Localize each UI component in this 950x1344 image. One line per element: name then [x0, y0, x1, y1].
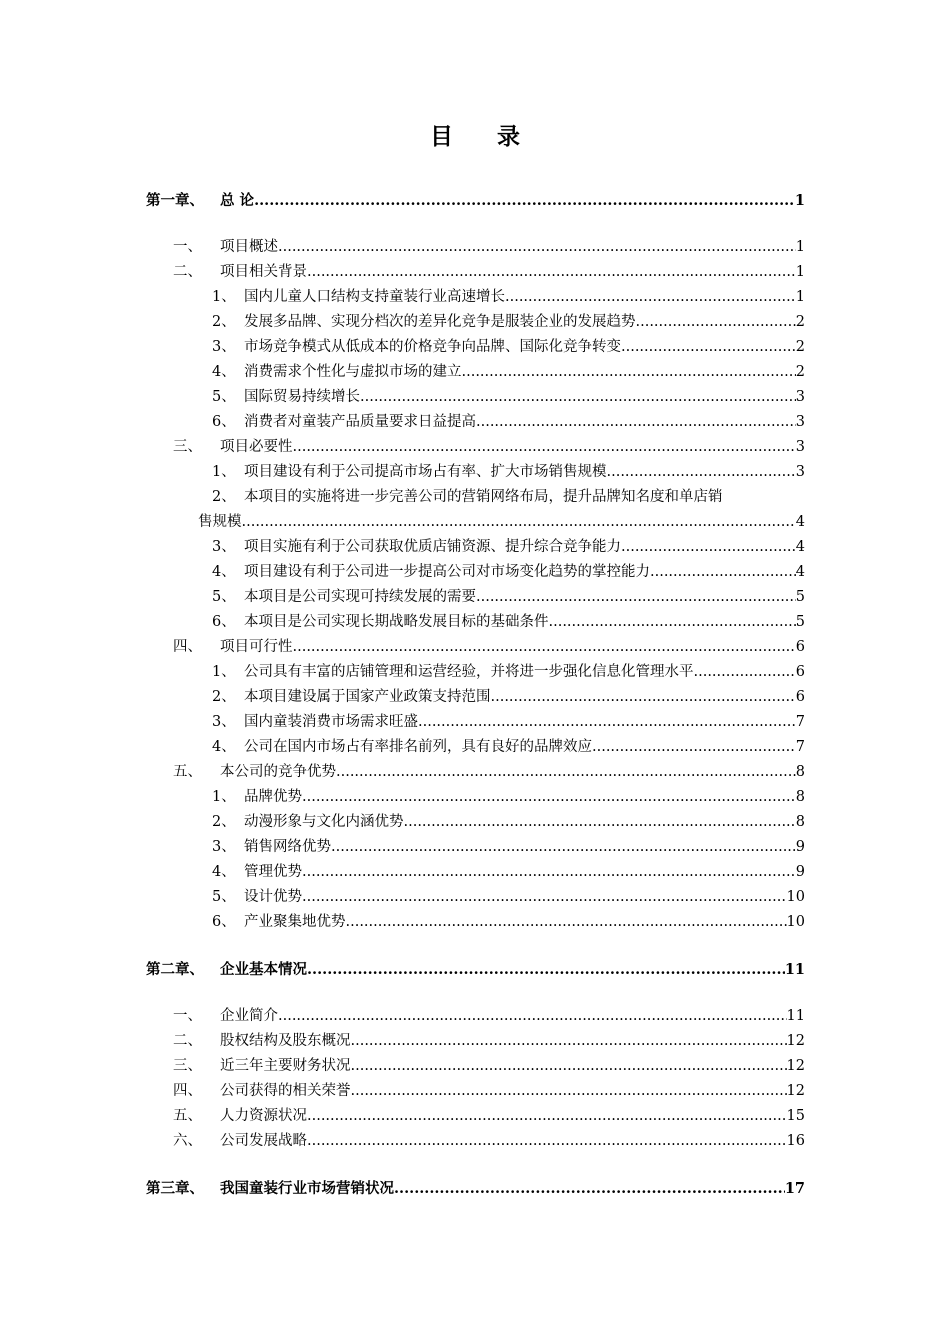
toc-entry-number: 1、 [212, 789, 236, 805]
toc-entry-page: 6 [795, 689, 805, 705]
toc-entry-text: 公司具有丰富的店铺管理和运营经验，并将进一步强化信息化管理水平 [244, 664, 694, 680]
toc-entry[interactable] [146, 810, 805, 835]
toc-leader-dots [302, 885, 787, 910]
toc-entry-page: 9 [795, 864, 805, 880]
toc-entry-number: 3、 [212, 539, 236, 555]
toc-entry-page: 3 [795, 464, 805, 480]
toc-entry-page: 3 [795, 414, 805, 430]
toc-entry-text: 品牌优势 [244, 789, 302, 805]
toc-entry-number: 5、 [212, 589, 236, 605]
toc-entry-number: 2、 [212, 489, 236, 505]
toc-entry-text: 总 论 [220, 192, 255, 209]
toc-entry-page: 12 [786, 1083, 805, 1099]
toc-entry-page: 11 [784, 961, 805, 978]
toc-entry-page: 8 [795, 814, 805, 830]
toc-entry-text: 公司获得的相关荣誉 [220, 1083, 351, 1099]
toc-entry-number: 2、 [212, 814, 236, 830]
title-char-1: 目 [430, 123, 453, 150]
toc-entry-text: 消费者对童装产品质量要求日益提高 [244, 414, 476, 430]
toc-entry-text: 人力资源状况 [220, 1108, 307, 1124]
toc-leader-dots [293, 635, 796, 660]
toc-entry-number: 五、 [173, 1108, 202, 1124]
toc-leader-dots [621, 335, 796, 360]
toc-leader-dots [278, 1004, 787, 1029]
toc-leader-dots [302, 860, 796, 885]
toc-entry-page: 5 [795, 614, 805, 630]
toc-entry[interactable] [146, 360, 805, 385]
toc-leader-dots [394, 1176, 785, 1201]
table-of-contents [146, 188, 805, 1223]
toc-entry-number: 四、 [173, 639, 202, 655]
toc-entry-number: 三、 [173, 439, 202, 455]
toc-entry-text: 动漫形象与文化内涵优势 [244, 814, 404, 830]
toc-leader-dots [307, 1129, 787, 1154]
toc-entry-number: 1、 [212, 464, 236, 480]
toc-entry-number: 第一章、 [146, 192, 204, 209]
toc-leader-dots [331, 835, 796, 860]
toc-entry-number: 二、 [173, 1033, 202, 1049]
toc-entry[interactable] [146, 535, 805, 560]
toc-entry[interactable] [146, 610, 805, 635]
toc-entry[interactable] [146, 660, 805, 685]
toc-leader-dots [302, 785, 796, 810]
toc-entry[interactable] [146, 385, 805, 410]
toc-leader-dots [418, 710, 796, 735]
toc-entry-page: 3 [795, 439, 805, 455]
toc-leader-dots [242, 510, 796, 535]
toc-leader-dots [360, 385, 796, 410]
toc-leader-dots [307, 260, 796, 285]
toc-entry-text: 企业简介 [220, 1008, 278, 1024]
toc-entry-text: 项目必要性 [220, 439, 293, 455]
toc-entry-page: 4 [795, 564, 805, 580]
toc-entry[interactable] [146, 435, 805, 460]
toc-entry-text: 国际贸易持续增长 [244, 389, 360, 405]
toc-entry-number: 6、 [212, 614, 236, 630]
toc-entry-page: 15 [786, 1108, 805, 1124]
toc-entry-text: 管理优势 [244, 864, 302, 880]
toc-entry-number: 一、 [173, 239, 202, 255]
toc-entry-text: 销售网络优势 [244, 839, 331, 855]
toc-entry-text: 市场竞争模式从低成本的价格竞争向品牌、国际化竞争转变 [244, 339, 621, 355]
toc-entry-number: 2、 [212, 689, 236, 705]
toc-entry[interactable] [146, 1004, 805, 1029]
toc-entry-text: 产业聚集地优势 [244, 914, 346, 930]
toc-entry-text: 项目可行性 [220, 639, 293, 655]
toc-entry-number: 6、 [212, 414, 236, 430]
toc-leader-dots [351, 1029, 787, 1054]
toc-leader-dots [462, 360, 796, 385]
toc-entry-number: 第二章、 [146, 961, 204, 978]
toc-entry-text: 设计优势 [244, 889, 302, 905]
toc-entry[interactable] [146, 1104, 805, 1129]
toc-entry-number: 1、 [212, 664, 236, 680]
toc-entry-number: 4、 [212, 864, 236, 880]
toc-entry-text: 公司在国内市场占有率排名前列，具有良好的品牌效应 [244, 739, 592, 755]
toc-entry-number: 3、 [212, 839, 236, 855]
toc-leader-dots [404, 810, 796, 835]
toc-entry-text: 股权结构及股东概况 [220, 1033, 351, 1049]
toc-entry[interactable] [146, 760, 805, 785]
toc-entry-page: 1 [795, 289, 805, 305]
toc-leader-dots [491, 685, 796, 710]
toc-entry[interactable] [146, 585, 805, 610]
toc-entry[interactable] [146, 635, 805, 660]
toc-entry-page: 8 [795, 764, 805, 780]
toc-entry-number: 4、 [212, 364, 236, 380]
spacer [146, 1201, 805, 1223]
page-title [0, 118, 950, 151]
toc-leader-dots [636, 310, 796, 335]
toc-entry-text: 项目实施有利于公司获取优质店铺资源、提升综合竞争能力 [244, 539, 621, 555]
toc-entry-number: 4、 [212, 739, 236, 755]
toc-leader-dots [307, 1104, 787, 1129]
toc-leader-dots [505, 285, 796, 310]
toc-entry-text: 本公司的竞争优势 [220, 764, 336, 780]
toc-entry-text: 项目建设有利于公司进一步提高公司对市场变化趋势的掌控能力 [244, 564, 650, 580]
toc-entry-text: 项目相关背景 [220, 264, 307, 280]
toc-entry-number: 5、 [212, 389, 236, 405]
toc-entry[interactable] [146, 485, 805, 535]
toc-entry-number: 第三章、 [146, 1180, 204, 1197]
toc-entry[interactable] [146, 860, 805, 885]
toc-entry-text: 我国童装行业市场营销状况 [220, 1180, 394, 1197]
toc-leader-dots [476, 410, 796, 435]
toc-leader-dots [650, 560, 796, 585]
toc-entry-page: 7 [795, 739, 805, 755]
toc-entry-number: 三、 [173, 1058, 202, 1074]
toc-leader-dots [694, 660, 796, 685]
toc-leader-dots [607, 460, 796, 485]
toc-entry[interactable] [146, 835, 805, 860]
toc-chapter-entry[interactable] [146, 188, 805, 213]
toc-entry-page: 3 [795, 389, 805, 405]
spacer [146, 982, 805, 1004]
toc-leader-dots [346, 910, 787, 935]
toc-entry-page: 1 [794, 192, 805, 209]
toc-entry-page: 16 [786, 1133, 805, 1149]
toc-entry-text: 近三年主要财务状况 [220, 1058, 351, 1074]
toc-entry[interactable] [146, 735, 805, 760]
toc-entry[interactable] [146, 460, 805, 485]
toc-entry-text: 消费需求个性化与虚拟市场的建立 [244, 364, 462, 380]
toc-chapter-entry[interactable] [146, 957, 805, 982]
toc-entry-number: 二、 [173, 264, 202, 280]
toc-leader-dots [476, 585, 796, 610]
spacer [146, 935, 805, 957]
toc-entry-number: 4、 [212, 564, 236, 580]
toc-chapter-entry[interactable] [146, 1176, 805, 1201]
toc-entry-text: 本项目是公司实现可持续发展的需要 [244, 589, 476, 605]
toc-entry-page: 1 [795, 239, 805, 255]
toc-entry-page: 2 [795, 314, 805, 330]
toc-entry-page: 10 [786, 914, 805, 930]
toc-entry[interactable] [146, 410, 805, 435]
toc-entry[interactable] [146, 1129, 805, 1154]
toc-entry[interactable] [146, 335, 805, 360]
toc-leader-dots [254, 188, 795, 213]
toc-entry-page: 4 [795, 514, 805, 530]
toc-entry-number: 3、 [212, 714, 236, 730]
toc-entry[interactable] [146, 560, 805, 585]
toc-entry-text: 公司发展战略 [220, 1133, 307, 1149]
toc-entry-number: 6、 [212, 914, 236, 930]
toc-entry[interactable] [146, 260, 805, 285]
toc-entry[interactable] [146, 785, 805, 810]
toc-entry-text: 本项目是公司实现长期战略发展目标的基础条件 [244, 614, 549, 630]
toc-entry[interactable] [146, 1029, 805, 1054]
toc-leader-dots [549, 610, 796, 635]
toc-entry-page: 11 [786, 1008, 805, 1024]
toc-leader-dots [621, 535, 796, 560]
toc-entry[interactable] [146, 710, 805, 735]
toc-entry-number: 四、 [173, 1083, 202, 1099]
toc-entry-text: 发展多品牌、实现分档次的差异化竞争是服装企业的发展趋势 [244, 314, 636, 330]
toc-entry-page: 7 [795, 714, 805, 730]
toc-entry-page: 10 [786, 889, 805, 905]
toc-entry[interactable] [146, 1054, 805, 1079]
toc-entry-text: 国内童装消费市场需求旺盛 [244, 714, 418, 730]
toc-entry-page: 12 [786, 1058, 805, 1074]
toc-entry-page: 2 [795, 364, 805, 380]
title-char-2: 录 [497, 123, 520, 150]
toc-entry-number: 六、 [173, 1133, 202, 1149]
toc-entry[interactable] [146, 285, 805, 310]
toc-entry-text: 国内儿童人口结构支持童装行业高速增长 [244, 289, 505, 305]
toc-entry[interactable] [146, 1079, 805, 1104]
toc-entry-page: 9 [795, 839, 805, 855]
toc-entry-number: 2、 [212, 314, 236, 330]
toc-entry[interactable] [146, 885, 805, 910]
spacer [146, 213, 805, 235]
spacer [146, 1154, 805, 1176]
toc-entry-number: 3、 [212, 339, 236, 355]
toc-entry-text: 本项目建设属于国家产业政策支持范围 [244, 689, 491, 705]
toc-leader-dots [592, 735, 796, 760]
toc-leader-dots [336, 760, 796, 785]
toc-entry-page: 8 [795, 789, 805, 805]
toc-entry-page: 4 [795, 539, 805, 555]
toc-leader-dots [351, 1079, 787, 1104]
toc-entry-number: 1、 [212, 289, 236, 305]
toc-entry-text: 项目概述 [220, 239, 278, 255]
toc-entry-page: 5 [795, 589, 805, 605]
toc-entry-number: 五、 [173, 764, 202, 780]
toc-entry-text: 本项目的实施将进一步完善公司的营销网络布局，提升品牌知名度和单店销 [244, 489, 723, 505]
toc-entry-page: 6 [795, 664, 805, 680]
toc-entry[interactable] [146, 235, 805, 260]
toc-leader-dots [307, 957, 785, 982]
toc-entry-page: 17 [784, 1180, 805, 1197]
toc-entry-text: 企业基本情况 [220, 961, 307, 978]
toc-entry[interactable] [146, 310, 805, 335]
toc-entry-text-continued: 售规模 [198, 514, 242, 530]
toc-entry[interactable] [146, 910, 805, 935]
toc-entry-text: 项目建设有利于公司提高市场占有率、扩大市场销售规模 [244, 464, 607, 480]
toc-entry-page: 12 [786, 1033, 805, 1049]
toc-entry-page: 6 [795, 639, 805, 655]
toc-entry-number: 一、 [173, 1008, 202, 1024]
toc-leader-dots [278, 235, 796, 260]
toc-entry-page: 2 [795, 339, 805, 355]
toc-entry-page: 1 [795, 264, 805, 280]
toc-entry[interactable] [146, 685, 805, 710]
toc-leader-dots [293, 435, 796, 460]
toc-entry-number: 5、 [212, 889, 236, 905]
toc-leader-dots [351, 1054, 787, 1079]
